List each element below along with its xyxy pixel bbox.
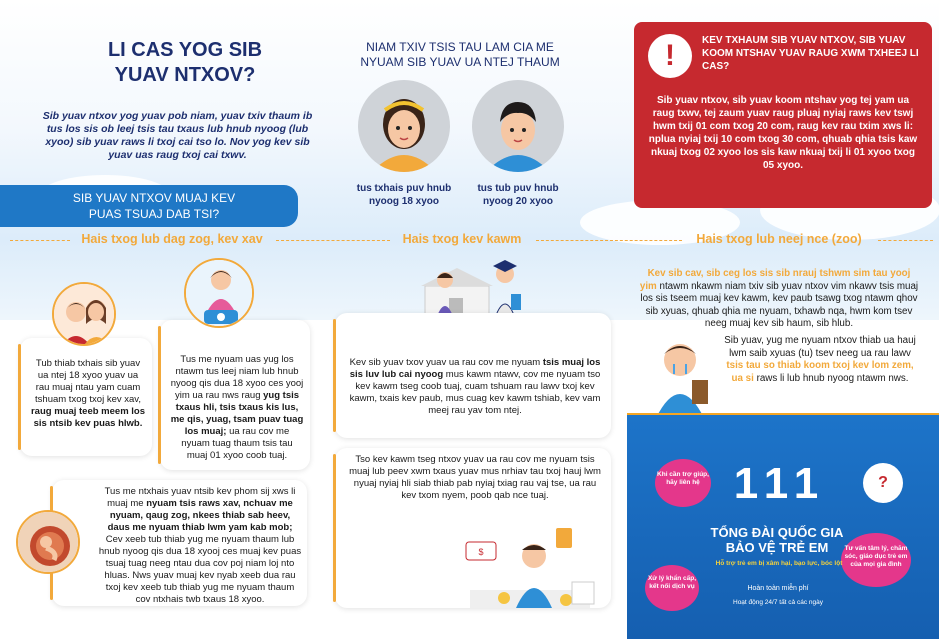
info-card-pregnancy <box>52 480 307 606</box>
card-bold-text: yug tsis txaus hli, tsis txaus kis lus, me qis, yuag, tsam puav tuag los muaj; <box>170 390 304 437</box>
plain-text: Sib yuav, yug me nyuam ntxov thiab ua hauj lwm saib xyuas (tu) tsev neeg ua rau lawv <box>724 335 916 359</box>
highlight-text: tsis tau so thiab koom txoj kev lom zem, ua si <box>726 360 914 384</box>
info-card-baby <box>160 320 310 470</box>
card-bold-text: nyuam tsis raws xav, nchuav me nyuam, qaug zog, nkees thiab sab heev, daus me nyuam thiab lwm yam kab mob; <box>107 498 293 533</box>
exclamation-icon: ! <box>648 34 692 78</box>
scale-girl-illustration <box>184 258 254 328</box>
plain-text: raws li lub hnub nyoog ntawm nws. <box>756 372 909 384</box>
hotline-poster <box>627 415 939 639</box>
section-heading-society: Hais txog lub neej nce (zoo) <box>696 232 862 246</box>
boy-age-label <box>463 182 573 208</box>
section-divider <box>878 240 933 241</box>
alert-body: Sib yuav ntxov, sib yuav koom ntshav yog tej yam ua raug txwv, tej zaum yuav raug pluaj nyiaj raws kev tswj hwm txij 01 com txog 20 com, raug kev rau txim xws li: nplua nyiaj txij 10 com txog 30 com, qhuab qhia tsis kaw nkuaj txog 02 xyoo los sis kaw nkuaj txij li 01 xyoo txog 05 xyoo. <box>648 95 918 171</box>
girl-avatar <box>358 80 450 172</box>
bubble-help: Khi cần trợ giúp, hãy liên hệ <box>655 459 711 507</box>
poster-title <box>697 525 857 555</box>
card-plain-text: ua rau cov me nyuam tuag thaum tsis tau muaj 01 xyoo coob tuaj. <box>181 426 293 461</box>
girl-age-label <box>349 182 459 208</box>
banner-line: PUAS TSUAJ DAB TSI? <box>88 207 220 221</box>
poster-title-line: TỔNG ĐÀI QUỐC GIA <box>710 525 844 540</box>
info-card-school <box>335 313 611 438</box>
age-title-line: NIAM TXIV TSIS TAU LAM CIA ME <box>366 40 554 54</box>
card-accent-bar <box>333 319 336 432</box>
poster-subtitle: Hỗ trợ trẻ em bị xâm hại, bạo lực, bóc lột <box>715 560 843 567</box>
card-plain-text: Cev xeeb tub thiab yug me nyuam thaum lub hnub nyoog qis dua 18 xyooj ces muaj kev puas tsuaj tuag neeg ntau dua cov poj niam loj nto hluas. Nws yuav muaj kev nyab xeeb dua rau txoj kev xeeb tub thiab yug me nyuam thaum cov ntxhais twb txaus 18 xyoo. <box>98 534 302 605</box>
poster-hours: Hoạt động 24/7 tất cả các ngày <box>733 599 823 606</box>
card-text <box>30 358 146 430</box>
mascot-icon: ? <box>863 463 903 503</box>
card-plain-text: Tus me nyuam uas yug los ntawm tus leej niam lub hnub nyoog qis dua 18 xyoo ces yooj yim ua rau nws raug <box>170 354 304 401</box>
page-title <box>60 38 310 88</box>
age-label-line: tus tub puv hnub <box>477 183 559 194</box>
section-divider <box>10 240 70 241</box>
crying-child-illustration <box>640 330 720 418</box>
couple-illustration <box>52 282 116 346</box>
question-banner <box>0 185 298 227</box>
hotline-number: 111 <box>733 459 827 508</box>
card-bold-text: raug muaj teeb meem los sis ntsib kev puas hlwb. <box>30 406 146 429</box>
card-accent-bar <box>333 454 336 602</box>
age-title-line: NYUAM SIB YUAV UA NTEJ THAUM <box>360 55 560 69</box>
poster-title-line: BẢO VỆ TRẺ EM <box>725 540 829 555</box>
card-bold-text: tsis muaj los sis luv lub cai nyoog <box>349 357 601 380</box>
section-divider <box>536 240 682 241</box>
girl-face-icon <box>358 80 450 172</box>
plain-text: ntawm nkawm niam txiv sib yuav ntxov vim nkawv tsis muaj los sis tseem muaj kev kawm, kev paub tsawg txog ntawm qhov sib xyuas, qhuab qhia me nyuam, txhawb nqa, hwm kom tsev neeg muaj kev sib haum, sib hlub. <box>640 280 919 329</box>
card-text <box>170 354 304 462</box>
society-paragraph-1 <box>638 268 920 331</box>
section-divider <box>276 240 390 241</box>
age-label-line: tus txhais puv hnub <box>356 183 452 194</box>
banner-line: SIB YUAV NTXOV MUAJ KEV <box>72 191 236 205</box>
couple-icon <box>54 284 116 346</box>
section-heading-health: Hais txog lub dag zog, kev xav <box>81 232 263 246</box>
info-card-mental <box>20 338 152 456</box>
title-line: YUAV NTXOV? <box>114 64 256 86</box>
stressed-man-illustration <box>446 520 606 608</box>
age-label-line: nyoog 18 xyoo <box>368 196 439 207</box>
boy-face-icon <box>472 80 564 172</box>
card-plain-text: Tub thiab txhais sib yuav ua ntej 18 xyoo yuav ua rau muaj ntau yam cuam tshuam txog txoj kev xav, <box>35 358 141 405</box>
highlight-text: Kev sib cav, sib ceg los sis sib nrauj tshwm sim tau yooj yim <box>639 268 911 292</box>
card-text <box>349 357 601 417</box>
fetus-illustration <box>16 510 80 574</box>
card-accent-bar <box>18 344 21 450</box>
section-heading-education: Hais txog kev kawm <box>402 232 522 246</box>
title-line: LI CAS YOG SIB <box>107 39 263 61</box>
age-section-title <box>345 40 575 70</box>
alert-title: KEV TXHAUM SIB YUAV NTXOV, SIB YUAV KOOM NTSHAV YUAV RAUG XWM TXHEEJ LI CAS? <box>702 35 919 72</box>
card-text <box>98 486 302 606</box>
card-accent-bar <box>158 326 161 464</box>
svg-text:$: $ <box>478 547 484 557</box>
card-plain-text: Tus me ntxhais yuav ntsib kev phom sij xws li muaj me <box>104 486 296 509</box>
bubble-emergency: Xử lý khẩn cấp, kết nối dịch vụ <box>645 565 699 611</box>
society-paragraph-2 <box>720 335 920 385</box>
poster-free: Hoàn toàn miễn phí <box>747 585 809 592</box>
penalty-alert-box <box>634 22 932 208</box>
bubble-counsel: Tư vấn tâm lý, chăm sóc, giáo dục trẻ em của mọi gia đình <box>841 533 911 587</box>
card-plain-text: mus kawm ntawv, cov me nyuam tso kev kawm tseg coob tuaj, cuam tshuam rau lawv txoj kev kawm, txais kev paub, mus cuag kev kawm tshiab, kev vam meej rau yav tom ntej. <box>349 369 601 416</box>
boy-avatar <box>472 80 564 172</box>
age-label-line: nyoog 20 xyoo <box>482 196 553 207</box>
card-text: Tso kev kawm tseg ntxov yuav ua rau cov me nyuam tsis muaj lub peev xwm txaus yuav mus nrhiav tau txoj hauj lwm nyuaj nyiaj hli siab thiab pab nyiaj txiag rau vaj tse, ua rau kev txom nyem, poob qab nce tuaj. <box>349 454 601 501</box>
intro-text: Sib yuav ntxov yog yuav pob niam, yuav txiv thaum ib tus los sis ob leej tsis tau txaus lub hnub nyoog (lub xyoo) sib yuav raws li txoj cai tso lo. Nov yog kev sib yuav uas raug txoj cai txwv. <box>42 110 313 161</box>
card-plain-text: Kev sib yuav txov yuav ua rau cov me nyuam <box>349 357 541 368</box>
